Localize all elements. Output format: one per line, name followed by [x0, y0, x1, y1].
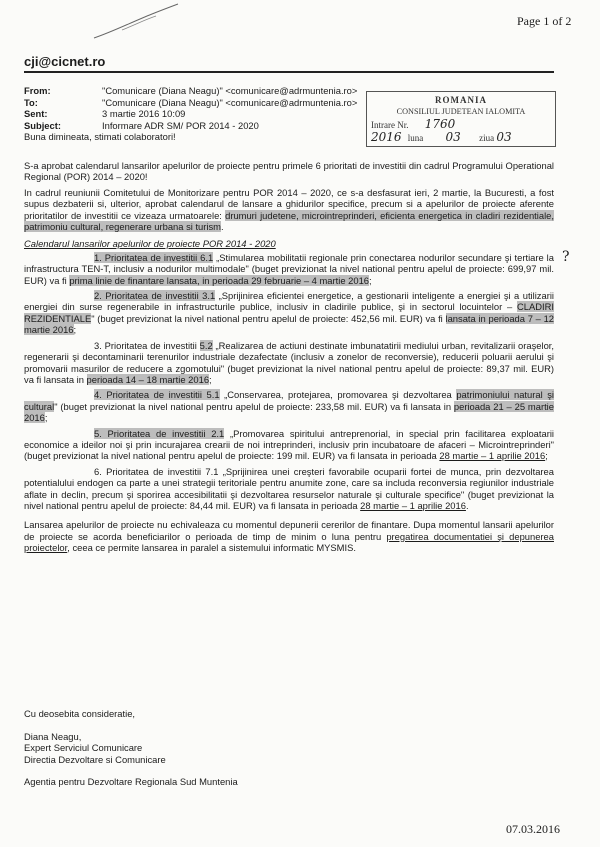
stamp-country: ROMANIA [435, 95, 487, 105]
signature-block [24, 708, 238, 788]
priority-item-3 [24, 340, 554, 386]
stamp-day-label: ziua [479, 133, 495, 143]
sent-value: 3 martie 2016 10:09 [102, 108, 186, 119]
priority-2-end: ; [73, 324, 77, 336]
priority-6-period: 28 martie – 1 aprilie 2016 [360, 499, 466, 511]
priority-4-end: ; [44, 412, 48, 424]
priority-2-label: 2. Prioritatea de investitii 3.1 [94, 290, 216, 302]
signature-agency: Agentia pentru Dezvoltare Regionala Sud Muntenia [24, 776, 238, 787]
signature-name: Diana Neagu, [24, 730, 82, 742]
stamp-date-row [371, 131, 551, 144]
stamp-institution: CONSILIUL JUDETEAN IALOMITA [396, 107, 526, 116]
stamp-day: 03 [496, 130, 512, 144]
priority-5-text: „Promovarea spiritului antreprenorial, in special prin facilitarea exploatarii economice a ideilor noi şi prin incurajarea crearii de noi intreprinderi, inclusiv prin incubatoare de afaceri – Microintreprinderi" (buget previzionat la nivel national pentru apelul de proiecte: 199 mil. EUR) va fi lansata in perioada [24, 427, 554, 462]
subject-row [24, 120, 357, 132]
priority-3-end: ; [209, 373, 212, 385]
calendar-title: Calendarul lansarilor apelurilor de proiecte POR 2014 - 2020 [24, 238, 276, 250]
closing-paragraph [24, 519, 554, 553]
priority-6-text: 6. Prioritatea de investitii 7.1 „Sprijinirea unei creşteri favorabile ocuparii fortei de munca, prin dezvoltarea potentialului endogen ca parte a unei strategii teritoriale pentru anumite zone, care sa includa reconversia regiunilor industriale aflate in declin, precum şi sporirea accesibilitatii şi dezvoltarea resurselor naturale şi culturale specifice" (buget previzionat la nivel national pentru apelul de proiecte: 84,44 mil. EUR) va fi lansata in perioada [24, 465, 554, 511]
closing-text: Lansarea apelurilor de proiecte nu echivaleaza cu momentul depunerii cererilor de finantare. Dupa momentul lansarii apelurilor de proiecte se acorda beneficiarilor o perioada de timp de minim o luna pentru [24, 519, 554, 542]
registration-stamp [366, 91, 556, 147]
signature-department: Directia Dezvoltare si Comunicare [24, 753, 166, 765]
closing-underlined: pregatirea documentatiei şi depunerea proiectelor [24, 530, 554, 554]
highlighted-topics: drumuri judetene, microintreprinderi, eficienta energetica in cladiri rezidentiale, patrimoniu cultural, regenerare urbana si turism [24, 209, 554, 233]
closing-end: , ceea ce permite lansarea in paralel a sistemului informatic MYSMIS. [67, 542, 356, 554]
email-address: cji@cicnet.ro [24, 54, 106, 69]
priority-3-period: perioada 14 – 18 martie 2016 [86, 373, 210, 385]
priority-4-period: perioada 21 – 25 martie 2016 [24, 400, 554, 424]
context-end: . [220, 221, 224, 233]
priority-3-code: 5.2 [199, 339, 213, 351]
priority-3-label: 3. Prioritatea de investitii [94, 339, 200, 351]
priority-4-label: 4. Prioritatea de investitii 5.1 [94, 389, 220, 401]
stamp-month: 03 [445, 130, 461, 144]
signature-title: Expert Serviciul Comunicare [24, 742, 143, 753]
priority-1-end: ; [369, 274, 372, 286]
priority-item-1 [24, 252, 554, 286]
header-divider [24, 71, 554, 73]
footer-date: 07.03.2016 [506, 822, 560, 836]
priority-6-end: . [465, 499, 469, 511]
context-text: In cadrul reuniunii Comitetului de Monitorizare pentru POR 2014 – 2020, ce s-a desfasurat ieri, 2 martie, la Bucuresti, a fost supus dezbaterii si, ulterior, aprobat calendarul de lansare a ghidurilor specifice, precum si a apelurilor de proiecte aferente prioritatilor de investitii ce vizeaza urmatoarele: [24, 186, 554, 221]
priority-5-label: 5. Prioritatea de investitii 2.1 [94, 427, 225, 439]
priority-2-sector: CLADIRI REZIDENTIALE [24, 301, 554, 324]
priority-item-4 [24, 389, 554, 423]
email-header [24, 85, 357, 143]
priority-1-label: 1. Prioritatea de investitii 6.1 [94, 251, 214, 263]
priority-item-2 [24, 290, 554, 336]
priority-4-budget: " (buget previzionat la nivel national pentru apelul de proiecte: 233,58 mil. EUR) va fi lansata in [54, 400, 454, 412]
stamp-year: 2016 [371, 130, 402, 144]
sent-row [24, 108, 357, 120]
priority-item-6 [24, 466, 554, 512]
priority-4-text: „Conservarea, protejarea, promovarea şi dezvoltarea [219, 389, 457, 401]
intro-paragraph: S-a aprobat calendarul lansarilor apelurilor de proiecte pentru primele 6 prioritati de investitii din cadrul Programului Operational Regional (POR) 2014 – 2020! [24, 160, 554, 183]
subject-label: Subject: [24, 119, 61, 131]
priority-1-period: prima linie de finantare lansata, in perioada 29 februarie – 4 martie 2016 [69, 274, 369, 286]
sent-label: Sent: [24, 108, 48, 119]
from-value: "Comunicare (Diana Neagu)" <comunicare@adrmuntenia.ro> [102, 85, 358, 96]
to-value: "Comunicare (Diana Neagu)" <comunicare@adrmuntenia.ro> [102, 96, 358, 108]
signature-closing: Cu deosebita consideratie, [24, 708, 136, 719]
to-label: To: [24, 96, 38, 108]
margin-question-mark: ? [562, 249, 570, 265]
handwritten-scribble [92, 2, 182, 42]
stamp-entry-label: Intrare Nr. [371, 120, 409, 130]
context-paragraph [24, 187, 554, 233]
stamp-entry-number: 1760 [424, 117, 456, 131]
priority-4-heritage: patrimoniului natural şi cultural [24, 389, 554, 412]
priority-3-text: „Realizarea de actiuni destinate imbunatatirii mediului urban, revitalizarii oraşelor, regenerarii şi decontaminarii terenurilor industriale dezafectate (inclusiv a zonelor de reconversie), reducerii poluarii aerului şi promovarii masurilor de reducere a zgomotului" (buget previzionat la nivel national pentru apelul de proiecte: 89,37 mil. EUR) va fi lansata in [24, 339, 554, 385]
from-row [24, 85, 357, 97]
priority-2-period: lansata in perioada 7 – 12 martie 2016 [24, 312, 554, 336]
priority-2-text: „Sprijinirea eficientei energetice, a gestionarii inteligente a energiei şi a utilizarii energiei din surse regenerabile in infrastructurile publice, inclusiv in cladirile publice, şi in sectorul locuintelor – [24, 290, 554, 313]
stamp-month-label: luna [407, 133, 424, 143]
priority-2-budget: " (buget previzionat la nivel national pentru apelul de proiecte: 452,56 mil. EUR) va fi [91, 312, 446, 324]
subject-value: Informare ADR SM/ POR 2014 - 2020 [102, 119, 259, 131]
email-body [24, 160, 554, 558]
page-number: Page 1 of 2 [517, 14, 572, 28]
to-row [24, 97, 357, 109]
greeting: Buna dimineata, stimati colaboratori! [24, 131, 176, 142]
priority-5-period: 28 martie – 1 aprilie 2016 [439, 450, 546, 462]
priority-5-end: ; [545, 450, 548, 462]
priority-item-5 [24, 428, 554, 462]
priority-1-text: „Stimularea mobilitatii regionale prin conectarea nodurilor secundare şi tertiare la infrastructura TEN-T, inclusiv a nodurilor multimodale" (buget previzionat la nivel national pentru apelul de proiecte: 699,97 mil. EUR) va fi [24, 251, 554, 286]
from-label: From: [24, 85, 51, 96]
